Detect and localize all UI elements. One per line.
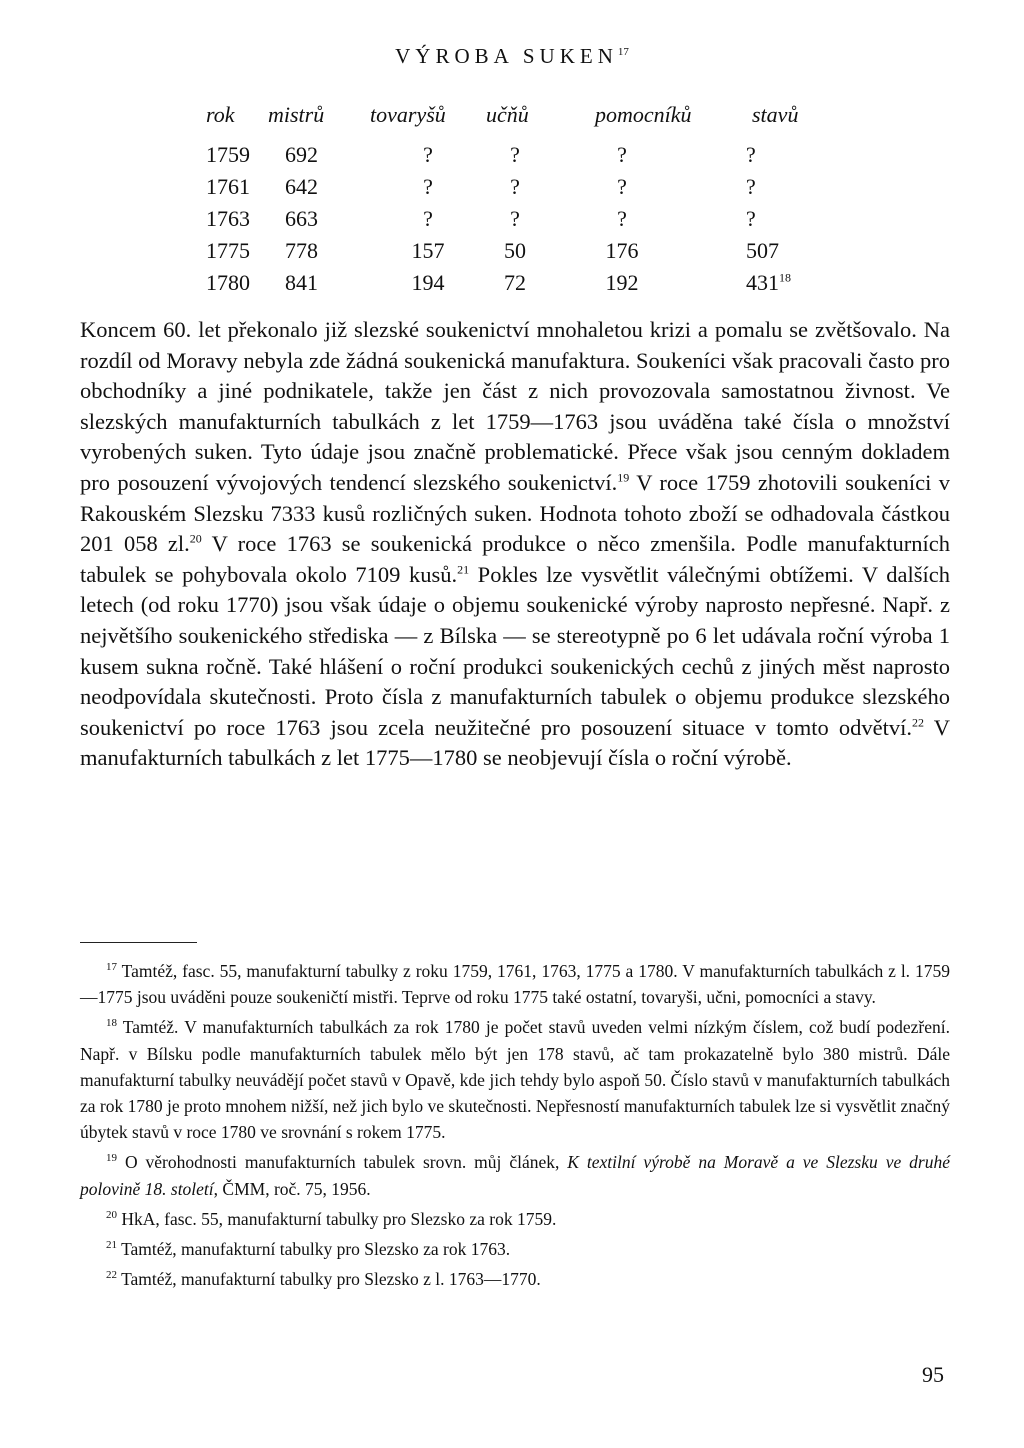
cell-rok: 1775 [206,238,250,263]
footnote-ref-22: 22 [912,715,925,730]
body-text-part: Pokles lze vysvětlit válečnými obtížemi. V dalších letech (od roku 1770) jsou však údaje o objemu soukenické výroby naprosto nepřesné. Např. z největšího soukenického střediska — z Bílska — se stereotypně po 6 let udávala roční výroba 1 kusem sukna ročně. Také hlášení o roční produkci soukenických cechů z jiných měst naprosto neodpovídala skutečnosti. Proto čísla z manufakturních tabulek o objemu produkce slezského soukenictví po roce 1763 jsou zcela neužitečné pro posouzení situace v tomto odvětví. [80,561,950,740]
table-row [0,206,1024,240]
table-row [0,238,1024,272]
footnote-22 [80,1266,950,1292]
heading-footnote-ref: 17 [617,46,629,58]
cell-stavu: ? [746,142,756,167]
cell-ucnu: ? [510,206,520,231]
cell-pomocniku: 192 [605,270,639,295]
footnote-number: 22 [106,1269,117,1282]
footnote-text: O věrohodnosti manufakturních tabulek srovn. můj článek, [124,1152,568,1173]
cell-pomocniku: ? [617,206,627,231]
footnote-number: 21 [106,1239,117,1252]
table-row [0,142,1024,176]
cell-ucnu: ? [510,174,520,199]
cell-mistru: 663 [285,206,318,231]
cell-pomocniku: 176 [605,238,639,263]
footnote-number: 19 [106,1152,117,1165]
cell-stavu [746,270,791,296]
table-row [0,174,1024,208]
body-text-part: V roce 1763 se soukenická produkce o něco zmenšila. Podle manufakturních tabulek se pohybovala okolo 7109 kusů. [80,531,950,587]
footnote-number: 17 [106,961,117,974]
col-header-tovarysu: tovaryšů [370,102,446,127]
cell-stavu: 507 [746,238,779,263]
cell-stavu-value: 431 [746,270,779,295]
col-header-mistru: mistrů [268,102,325,127]
footnote-17 [80,958,950,1010]
page-number: 95 [922,1362,944,1387]
footnote-ref-19: 19 [617,470,630,485]
cell-mistru: 692 [285,142,318,167]
col-header-rok: rok [206,102,235,127]
footnotes [80,958,950,1296]
col-header-stavu: stavů [752,102,799,127]
cell-ucnu: 50 [504,238,526,263]
section-heading-text: VÝROBA SUKEN [395,44,618,68]
footnote-text: Tamtéž, fasc. 55, manufakturní tabulky z roku 1759, 1761, 1763, 1775 a 1780. V manufakturních tabulkách z l. 1759—1775 jsou uváděni pouze soukeničtí mistři. Teprve od roku 1775 také ostatní, tovaryši, učni, pomocníci a stavy. [80,961,950,1008]
body-text-part: Koncem 60. let překonalo již slezské soukenictví mnohaletou krizi a pomalu se zvětšovalo. Na rozdíl od Moravy nebyla zde žádná soukenická manufaktura. Soukeníci však pracovali často pro obchodníky a jiné podnikatele, takže jen část z nich provozovala samostatnou živnost. Ve slezských manufakturních tabulkách z let 1759—1763 jsou uváděna také čísla o množství vyrobených suken. Tyto údaje jsou značně problematické. Přece však jsou cenným dokladem pro posouzení vývojových tendencí slezského soukenictví. [80,317,950,495]
cell-ucnu: 72 [504,270,526,295]
footnote-text: Tamtéž, manufakturní tabulky pro Slezsko za rok 1763. [121,1239,511,1260]
footnote-text: Tamtéž, manufakturní tabulky pro Slezsko z l. 1763—1770. [121,1269,541,1290]
footnote-21 [80,1236,950,1262]
cell-rok: 1761 [206,174,250,199]
footnote-ref-20: 20 [189,531,202,546]
body-text-part: V roce 1759 zhotovili soukeníci v Rakouském Slezsku 7333 kusů rozličných suken. Hodnota tohoto zboží se odhadovala částkou 201 058 zl. [80,469,950,557]
footnote-number: 20 [106,1209,117,1221]
cited-article-title: K textilní výrobě na Moravě a ve Slezsku ve druhé polovině 18. století [80,1152,950,1199]
table-row [0,270,1024,304]
cell-mistru: 642 [285,174,318,199]
cell-tovarysu: ? [423,174,433,199]
footnote-text: Tamtéž. V manufakturních tabulkách za rok 1780 je počet stavů uveden velmi nízkým číslem, což budí podezření. Např. v Bílsku podle manufakturních tabulek mělo být jen 178 stavů, ač tam prokazatelně bylo 380 mistrů. Dále manufakturní tabulky neuvádějí počet stavů v Opavě, kde jich tehdy bylo aspoň 50. Číslo stavů v manufakturních tabulkách za rok 1780 je proto mnohem nižší, než jich bylo ve skutečnosti. Nepřesností manufakturních tabulek lze si vysvětlit značný úbytek stavů v roce 1780 ve srovnání s rokem 1775. [80,1017,950,1143]
cell-rok: 1759 [206,142,250,167]
footnote-text: HkA, fasc. 55, manufakturní tabulky pro Slezsko za rok 1759. [121,1208,557,1229]
section-heading [0,44,1024,69]
cell-tovarysu: 194 [411,270,445,295]
cell-tovarysu: 157 [411,238,445,263]
cell-tovarysu: ? [423,142,433,167]
col-header-pomocniku: pomocníků [595,102,692,127]
cell-stavu: ? [746,174,756,199]
cell-ucnu: ? [510,142,520,167]
cell-mistru: 778 [285,238,318,263]
cell-pomocniku: ? [617,142,627,167]
col-header-ucnu: učňů [486,102,529,127]
footnote-text: , ČMM, roč. 75, 1956. [213,1178,371,1199]
footnote-19 [80,1149,950,1201]
table-footnote-ref: 18 [779,270,791,285]
cell-tovarysu: ? [423,206,433,231]
footnote-18 [80,1014,950,1145]
footnote-ref-21: 21 [457,562,470,577]
cell-rok: 1780 [206,270,250,295]
cell-rok: 1763 [206,206,250,231]
body-paragraph [80,315,950,774]
footnote-divider [80,942,197,943]
cell-mistru: 841 [285,270,318,295]
cell-pomocniku: ? [617,174,627,199]
body-text-part: V manufakturních tabulkách z let 1775—1780 se neobjevují čísla o roční výrobě. [80,714,950,771]
footnote-20 [80,1206,950,1232]
cell-stavu: ? [746,206,756,231]
table-header-row [0,102,1024,136]
footnote-number: 18 [106,1017,117,1030]
